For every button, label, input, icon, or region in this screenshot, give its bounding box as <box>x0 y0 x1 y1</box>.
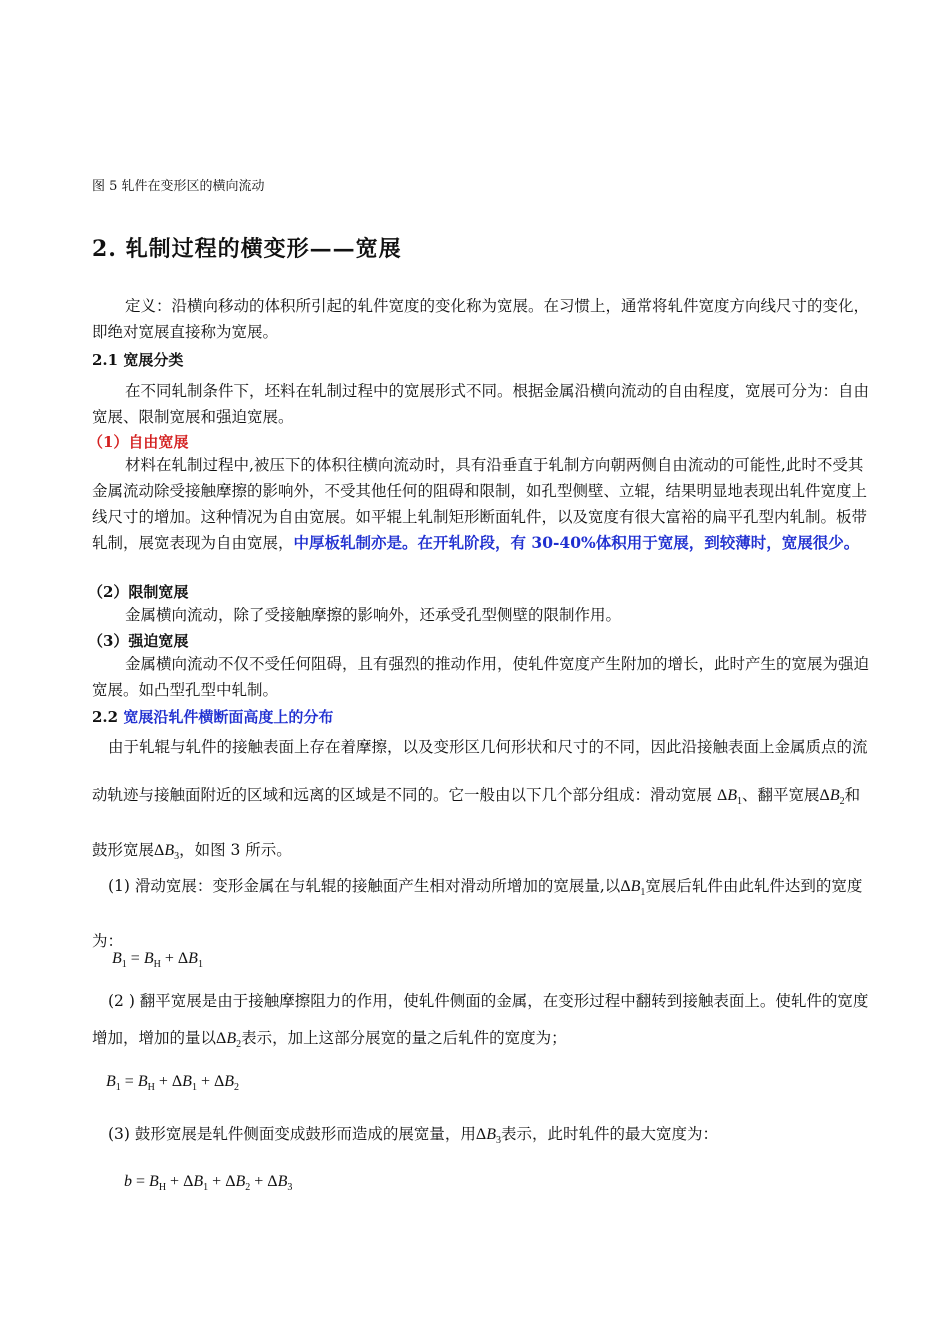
slide-spread-paragraph <box>92 862 872 965</box>
formula-max-width: $b = B_H + \Delta B_1 + \Delta B_2 + \Delta B_3$ <box>124 1173 293 1194</box>
formula-b1-flip: $B_1 = B_H + \Delta B_1 + \Delta B_2$ <box>106 1073 240 1094</box>
formula-b1-slide: $B_1 = B_H + \Delta B_1$ <box>112 950 203 971</box>
distribution-text-a: 由于轧辊与轧件的接触表面上存在着摩擦，以及变形区几何形状和尺寸的不同，因此沿接触表面上金属质点的流动轨迹与接触面附近的区域和远离的区域是不同的。它一般由以下几个部分组成：滑动宽展 <box>92 738 868 804</box>
drum-text-b: 表示，此时轧件的最大宽度为： <box>500 1125 718 1143</box>
free-spread-paragraph <box>92 452 872 556</box>
delta-b2-flip: $\Delta B_2$ <box>216 1030 242 1051</box>
drum-spread-paragraph <box>92 1121 872 1154</box>
figure-caption: 图 5 轧件在变形区的横向流动 <box>92 179 265 194</box>
slide-text-b: 宽展后轧件由此轧件达到的宽度为： <box>92 877 863 951</box>
slide-text-a: (1) 滑动宽展：变形金属在与轧辊的接触面产生相对滑动所增加的宽展量,以 <box>108 877 621 895</box>
definition-paragraph: 定义：沿横向移动的体积所引起的轧件宽度的变化称为宽展。在习惯上，通常将轧件宽度方向线尺寸的变化，即绝对宽展直接称为宽展。 <box>92 297 870 341</box>
subsection-title-classification: 2.1 宽展分类 <box>92 351 184 369</box>
flip-text-b: 表示，加上这部分展宽的量之后轧件的宽度为； <box>241 1029 567 1047</box>
section-title: 2. 轧制过程的横变形——宽展 <box>92 236 402 262</box>
distribution-text-c: 和鼓形宽展 <box>92 786 861 860</box>
delta-b1-slide: $\Delta B_1$ <box>620 878 646 899</box>
subsection-title-text: 宽展沿轧件横断面高度上的分布 <box>123 708 334 726</box>
free-spread-highlight: 中厚板轧制亦是。在开轧阶段，有 30-40%体积用于宽展，到较薄时，宽展很少。 <box>293 533 860 552</box>
distribution-text-b: 、翻平宽展 <box>742 786 820 804</box>
limited-spread-title: （2）限制宽展 <box>88 583 189 601</box>
delta-b3: $\Delta B_3$ <box>154 842 180 863</box>
free-spread-title: （1）自由宽展 <box>88 433 189 451</box>
drum-text-a: (3) 鼓形宽展是轧件侧面变成鼓形而造成的展宽量，用 <box>108 1125 476 1143</box>
flip-text-a: (2 ) 翻平宽展是由于接触摩擦阻力的作用，使轧件侧面的金属，在变形过程中翻转到接触表面上。使轧件的宽度增加，增加的量以 <box>92 992 869 1047</box>
flip-spread-paragraph <box>92 983 872 1063</box>
forced-spread-title: （3）强迫宽展 <box>88 632 189 650</box>
distribution-text-d: ，如图 3 所示。 <box>179 841 292 860</box>
classification-intro: 在不同轧制条件下，坯料在轧制过程中的宽展形式不同。根据金属沿横向流动的自由程度，宽展可分为：自由宽展、限制宽展和强迫宽展。 <box>92 382 870 426</box>
limited-spread-text: 金属横向流动，除了受接触摩擦的影响外，还承受孔型侧壁的限制作用。 <box>125 606 622 624</box>
delta-b3-drum: $\Delta B_3$ <box>475 1126 501 1147</box>
distribution-paragraph <box>92 723 872 881</box>
free-spread-text: 材料在轧制过程中,被压下的体积往横向流动时，具有沿垂直于轧制方向朝两侧自由流动的可能性,此时不受其金属流动除受接触摩擦的影响外，不受其他任何的阻碍和限制，如孔型侧壁、立辊，结果明显地表现出轧件宽度上线尺寸的增加。这种情况为自由宽展。如平辊上轧制矩形断面轧件，以及宽度有很大富裕的扁平孔型内轧制。板带轧制，展宽表现为自由宽展， <box>92 456 868 552</box>
subsection-number: 2.2 <box>92 708 124 726</box>
forced-spread-text: 金属横向流动不仅不受任何阻碍，且有强烈的推动作用，使轧件宽度产生附加的增长，此时产生的宽展为强迫宽展。如凸型孔型中轧制。 <box>92 655 870 699</box>
delta-b1: $\Delta B_1$ <box>716 787 743 808</box>
delta-b2: $\Delta B_2$ <box>819 787 845 808</box>
